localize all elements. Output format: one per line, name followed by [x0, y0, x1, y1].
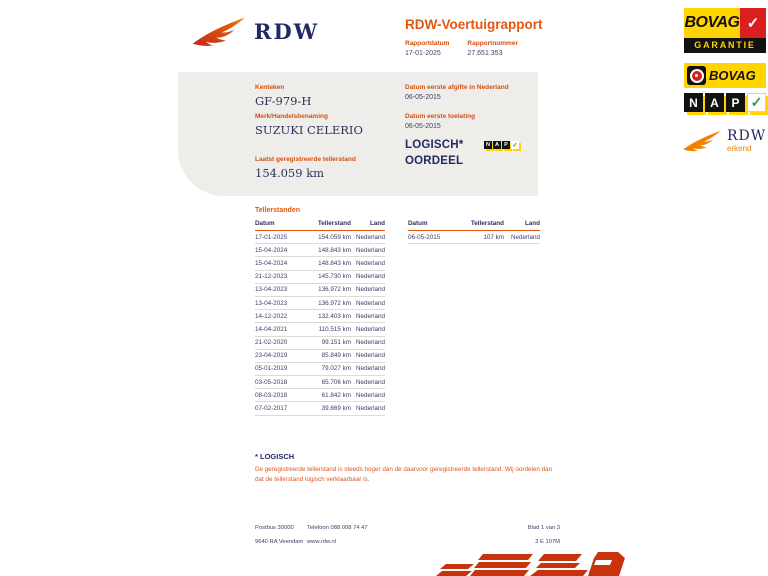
afgifte-value: 06-05-2015	[405, 93, 441, 101]
nap-letter-p: P	[726, 93, 745, 112]
nap-mini-letter-p: P	[502, 141, 510, 149]
nap-letter-n: N	[684, 93, 703, 112]
table-cell: 15-04-2024	[255, 244, 301, 257]
table-row	[255, 376, 385, 389]
table-row	[255, 336, 385, 349]
table-cell: Nederland	[351, 389, 385, 402]
odometer-table-header-row	[255, 218, 385, 231]
table-cell: Nederland	[351, 323, 385, 336]
table-cell: Nederland	[504, 231, 540, 244]
footer-doc-code: 3 E 107M	[535, 538, 560, 545]
table-row	[255, 257, 385, 270]
footer-address-line2: 9640 RA Veendam	[255, 538, 304, 545]
merk-field	[255, 113, 363, 137]
table-cell: 07-02-2017	[255, 402, 301, 415]
rdw-erkend-badge	[682, 127, 766, 154]
table-row	[255, 389, 385, 402]
table-cell: Nederland	[351, 310, 385, 323]
table-row	[408, 231, 540, 244]
first-reading-section	[408, 218, 540, 244]
table-cell: 85.849 km	[301, 349, 351, 362]
table-cell: 14-12-2022	[255, 310, 301, 323]
column-header: Land	[504, 218, 540, 231]
bovag-badge	[684, 63, 766, 88]
toelating-field	[405, 113, 475, 130]
table-row	[255, 402, 385, 415]
bovag-garantie-sub: GARANTIE	[684, 38, 766, 53]
footer-page-number: Blad 1 van 3	[527, 525, 560, 531]
report-number-label: Rapportnummer	[467, 40, 518, 47]
nap-mini-check-icon: ✓	[512, 142, 518, 149]
footer-contact	[307, 526, 368, 554]
table-cell: 05-01-2019	[255, 362, 301, 375]
toelating-value: 06-05-2015	[405, 122, 441, 130]
table-cell: Nederland	[351, 231, 385, 244]
report-date-field	[405, 40, 449, 57]
table-row	[255, 310, 385, 323]
oordeel-line2: OORDEEL	[405, 154, 464, 167]
rdw-feather-icon	[191, 12, 247, 50]
table-cell: Nederland	[351, 362, 385, 375]
table-cell: 39.869 km	[301, 402, 351, 415]
column-header: Datum	[408, 218, 458, 231]
nap-letter-a: A	[705, 93, 724, 112]
table-cell: Nederland	[351, 244, 385, 257]
bovag-garantie-word: BOVAG	[684, 14, 740, 31]
table-cell: 08-03-2018	[255, 389, 301, 402]
table-cell: 154.059 km	[301, 231, 351, 244]
footer-address	[255, 526, 303, 554]
odometer-history-table	[255, 218, 385, 416]
column-header: Tellerstand	[301, 218, 351, 231]
footnote-text: De geregistreerde tellerstand is steeds hoger dan de daarvoor geregistreerde tellerstand. Wij oordelen dan dat de tellerstand logisch verklaarbaar is.	[255, 466, 553, 483]
oordeel-line1: LOGISCH*	[405, 139, 464, 151]
bovag-check-icon: ✓	[740, 8, 766, 38]
table-cell: Nederland	[351, 402, 385, 415]
table-cell: Nederland	[351, 257, 385, 270]
table-cell: 65.706 km	[301, 376, 351, 389]
table-cell: 13-04-2023	[255, 296, 301, 309]
table-cell: 110.515 km	[301, 323, 351, 336]
table-cell: 136.972 km	[301, 296, 351, 309]
bovag-word: BOVAG	[709, 68, 756, 83]
report-number-value: 27.651.353	[467, 50, 503, 57]
table-cell: Nederland	[351, 376, 385, 389]
tellerstand-value: 154.059 km	[255, 165, 325, 180]
report-date-value: 17-01-2025	[405, 50, 441, 57]
table-cell: 132.403 km	[301, 310, 351, 323]
table-row	[255, 362, 385, 375]
table-row	[255, 270, 385, 283]
column-header: Datum	[255, 218, 301, 231]
table-cell: 61.842 km	[301, 389, 351, 402]
decorative-red-graphic	[420, 548, 625, 576]
table-row	[255, 296, 385, 309]
table-cell: Nederland	[351, 270, 385, 283]
report-meta	[405, 40, 518, 57]
bovag-wheel-icon	[687, 66, 706, 85]
table-cell: 17-01-2025	[255, 231, 301, 244]
odometer-history-section	[255, 207, 385, 416]
first-reading-body	[408, 231, 540, 244]
kenteken-field	[255, 84, 311, 108]
nap-mini-letter-a: A	[493, 141, 501, 149]
table-cell: 23-04-2019	[255, 349, 301, 362]
report-date-label: Rapportdatum	[405, 40, 450, 47]
footer-address-line1: Postbus 30000	[255, 525, 294, 531]
nap-mini-logo	[484, 141, 519, 149]
table-cell: 14-04-2021	[255, 323, 301, 336]
rdw-erkend-word: RDW	[727, 127, 767, 144]
first-reading-table	[408, 218, 540, 244]
table-cell: 03-05-2018	[255, 376, 301, 389]
table-cell: 79.027 km	[301, 362, 351, 375]
table-cell: 21-02-2020	[255, 336, 301, 349]
kenteken-value: GF-979-H	[255, 93, 312, 108]
afgifte-field	[405, 84, 509, 101]
vehicle-summary-panel	[178, 72, 538, 196]
table-cell: 107 km	[458, 231, 504, 244]
table-row	[255, 231, 385, 244]
table-cell: 148.843 km	[301, 257, 351, 270]
footer-website: www.rdw.nl	[307, 538, 336, 545]
table-cell: 99.151 km	[301, 336, 351, 349]
table-cell: 15-04-2024	[255, 257, 301, 270]
table-row	[255, 349, 385, 362]
tellerstand-field	[255, 156, 356, 180]
table-cell: 13-04-2023	[255, 283, 301, 296]
report-title: RDW-Voertuigrapport	[405, 17, 543, 32]
table-cell: Nederland	[351, 349, 385, 362]
column-header: Tellerstand	[458, 218, 504, 231]
table-row	[255, 323, 385, 336]
table-cell: Nederland	[351, 296, 385, 309]
bovag-garantie-badge	[684, 8, 766, 53]
table-cell: 148.843 km	[301, 244, 351, 257]
table-cell: 06-05-2015	[408, 231, 458, 244]
table-cell: 136.972 km	[301, 283, 351, 296]
rdw-logo	[191, 12, 319, 50]
footer-phone: Telefoon 088 008 74 47	[307, 525, 368, 531]
odometer-table-body	[255, 231, 385, 416]
rdw-erkend-feather-icon	[682, 127, 722, 154]
tellerstand-label: Laatst geregistreerde tellerstand	[255, 156, 356, 163]
table-cell: Nederland	[351, 336, 385, 349]
merk-label: Merk/Handelsbenaming	[255, 113, 328, 120]
bovag-garantie-top	[684, 8, 766, 38]
kenteken-label: Kenteken	[255, 84, 285, 91]
table-row	[255, 283, 385, 296]
merk-value: SUZUKI CELERIO	[255, 122, 363, 137]
nap-mini-letter-n: N	[484, 141, 492, 149]
toelating-label: Datum eerste toelating	[405, 113, 476, 120]
column-header: Land	[351, 218, 385, 231]
logisch-footnote	[255, 452, 560, 485]
table-cell: Nederland	[351, 283, 385, 296]
table-cell: 145.730 km	[301, 270, 351, 283]
rdw-erkend-sub: erkend	[727, 143, 752, 153]
first-reading-header-row	[408, 218, 540, 231]
table-cell: 21-12-2023	[255, 270, 301, 283]
nap-check-icon: ✓	[747, 93, 766, 112]
nap-badge	[684, 93, 766, 112]
footnote-title: * LOGISCH	[255, 452, 295, 461]
table-row	[255, 244, 385, 257]
report-number-field	[467, 40, 518, 57]
afgifte-label: Datum eerste afgifte in Nederland	[405, 84, 509, 91]
odometer-table-title: Tellerstanden	[255, 207, 300, 214]
oordeel-verdict	[405, 138, 463, 169]
rdw-logo-text: RDW	[254, 18, 320, 44]
